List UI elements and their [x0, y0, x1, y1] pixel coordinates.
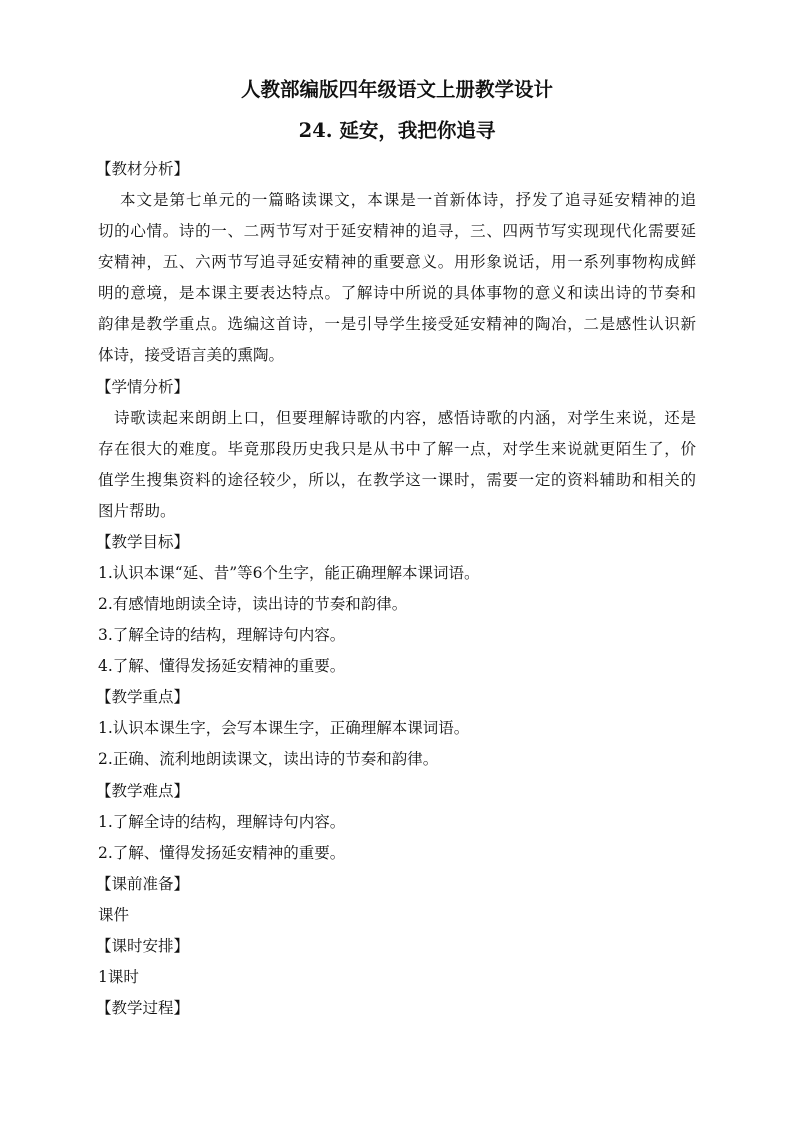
section-heading: 【教材分析】	[96, 160, 190, 178]
section-heading: 【课时安排】	[96, 936, 190, 955]
section-teaching-objectives	[98, 527, 696, 682]
lesson-title: 24. 延安，我把你追寻	[298, 119, 496, 142]
document-title: 人教部编版四年级语文上册教学设计	[240, 78, 553, 101]
paragraph-line: 明的意境，是本课主要表达特点。了解诗中所说的具体事物的意义和读出诗的节奏和	[98, 284, 696, 303]
document-body	[98, 154, 696, 1024]
section-learner-analysis	[98, 372, 696, 527]
paragraph-line: 存在很大的难度。毕竟那段历史我只是从书中了解一点，对学生来说就更陌生了，价	[98, 439, 696, 458]
paragraph-line: 图片帮助。	[98, 501, 176, 520]
paragraph-line: 诗歌读起来朗朗上口，但要理解诗歌的内容，感悟诗歌的内涵，对学生来说，还是	[114, 408, 696, 427]
section-heading: 【教学目标】	[96, 532, 190, 551]
section-heading: 【学情分析】	[96, 377, 190, 396]
paragraph-line: 切的心情。诗的一、二两节写对于延安精神的追寻，三、四两节写实现现代化需要延	[98, 222, 696, 241]
list-item: 1.认识本课生字，会写本课生字，正确理解本课词语。	[98, 719, 470, 738]
section-heading: 【课前准备】	[96, 874, 190, 893]
list-item: 2.正确、流利地朗读课文，读出诗的节奏和韵律。	[98, 750, 439, 769]
section-schedule	[98, 931, 696, 993]
section-textbook-analysis	[98, 154, 696, 372]
list-item: 1.认识本课“延、昔”等6个生字，能正确理解本课词语。	[98, 564, 480, 583]
list-item: 3.了解全诗的结构，理解诗句内容。	[98, 626, 346, 645]
section-heading: 【教学难点】	[96, 781, 190, 800]
preparation-text: 课件	[98, 905, 130, 924]
section-teaching-process	[98, 993, 696, 1024]
section-key-points	[98, 682, 696, 775]
paragraph-line: 韵律是教学重点。选编这首诗，一是引导学生接受延安精神的陶冶，二是感性认识新	[98, 315, 696, 334]
schedule-text: 1课时	[98, 968, 139, 987]
list-item: 2.有感情地朗读全诗，读出诗的节奏和韵律。	[98, 595, 408, 614]
paragraph-line: 值学生搜集资料的途径较少，所以，在教学这一课时，需要一定的资料辅助和相关的	[98, 470, 696, 489]
section-difficulties	[98, 776, 696, 869]
section-heading: 【教学过程】	[96, 999, 190, 1018]
paragraph-line: 体诗，接受语言美的熏陶。	[98, 346, 285, 365]
list-item: 2.了解、懂得发扬延安精神的重要。	[98, 843, 346, 862]
list-item: 4.了解、懂得发扬延安精神的重要。	[98, 657, 346, 676]
section-preparation	[98, 869, 696, 931]
paragraph-line: 本文是第七单元的一篇略读课文，本课是一首新体诗，抒发了追寻延安精神的追	[120, 191, 696, 210]
paragraph-line: 安精神，五、六两节写追寻延安精神的重要意义。用形象说话，用一系列事物构成鲜	[98, 253, 696, 272]
section-heading: 【教学重点】	[96, 688, 190, 707]
list-item: 1.了解全诗的结构，理解诗句内容。	[98, 812, 346, 831]
